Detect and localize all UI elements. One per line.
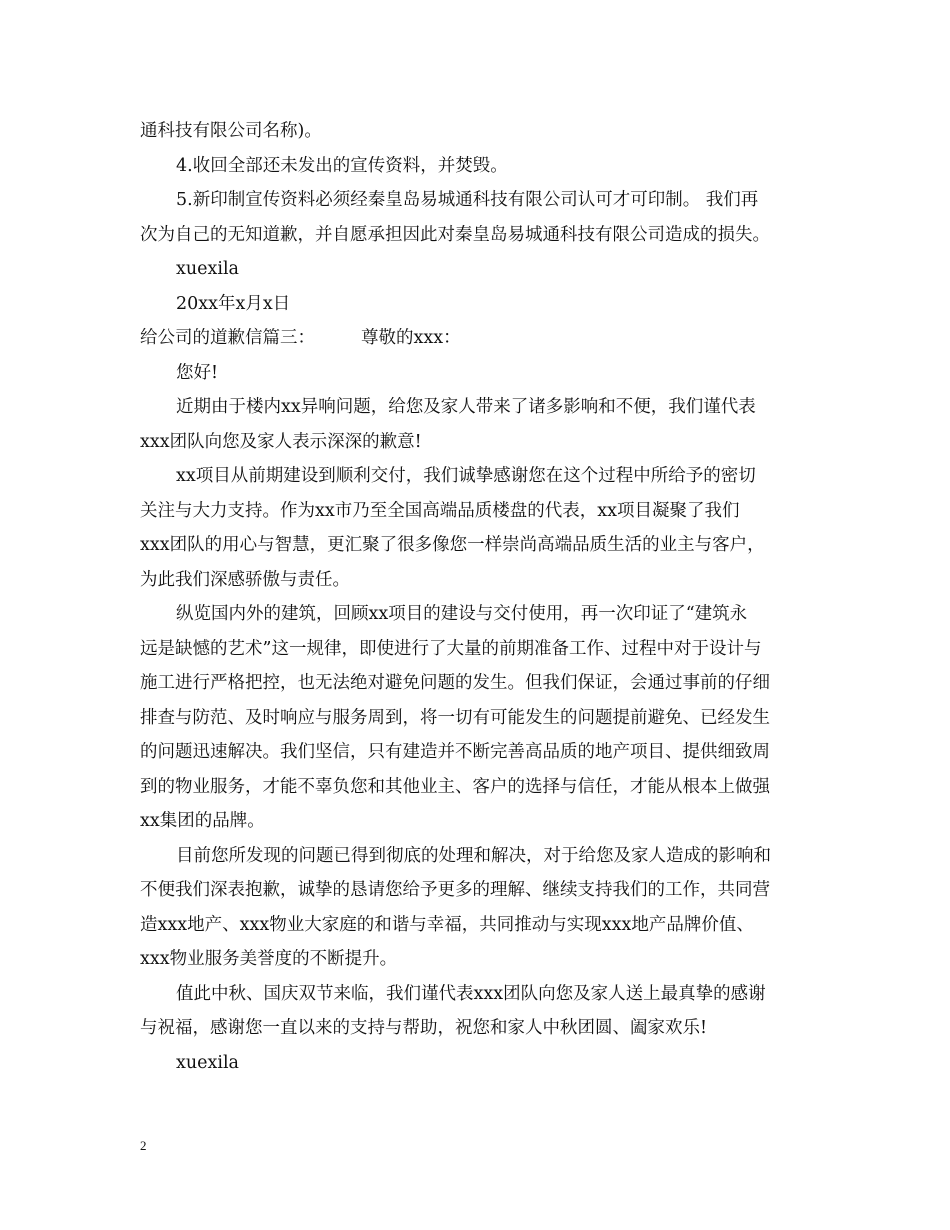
text-line-content: 20xx年x月x日 bbox=[176, 293, 291, 314]
text-line bbox=[140, 114, 820, 149]
text-line-content: xx集团的品牌。 bbox=[140, 811, 265, 831]
text-line bbox=[140, 287, 820, 322]
text-line bbox=[140, 390, 820, 425]
text-line-content: 施工进行严格把控，也无法绝对避免问题的发生。但我们保证，会通过事前的仔细 bbox=[140, 673, 770, 693]
text-line bbox=[140, 218, 820, 253]
text-line-content: xxx团队的用心与智慧，更汇聚了很多像您一样崇尚高端品质生活的业主与客户， bbox=[140, 535, 765, 555]
text-line bbox=[140, 356, 820, 391]
text-line bbox=[140, 977, 820, 1012]
text-line-content: 造xxx地产、xxx物业大家庭的和谐与幸福，共同推动与实现xxx地产品牌价值、 bbox=[140, 914, 754, 935]
text-line-content: 4.收回全部还未发出的宣传资料，并焚毁。 bbox=[176, 155, 508, 176]
text-line-content: 远是缺憾的艺术”这一规律，即使进行了大量的前期准备工作、过程中对于设计与 bbox=[140, 638, 762, 659]
text-line-content: 次为自己的无知道歉，并自愿承担因此对秦皇岛易城通科技有限公司造成的损失。 bbox=[140, 224, 770, 245]
text-line-content: 排查与防范、及时响应与服务周到，将一切有可能发生的问题提前避免、已经发生 bbox=[140, 707, 770, 728]
text-line bbox=[140, 632, 820, 667]
text-line bbox=[140, 597, 820, 632]
text-line bbox=[140, 494, 820, 529]
text-line bbox=[140, 425, 820, 460]
text-line bbox=[140, 908, 820, 943]
document-body bbox=[140, 114, 820, 1080]
text-line bbox=[140, 839, 820, 874]
text-line bbox=[140, 183, 820, 218]
text-line-content: 与祝福，感谢您一直以来的支持与帮助，祝您和家人中秋团圆、阖家欢乐! bbox=[140, 1018, 708, 1038]
text-line bbox=[140, 149, 820, 184]
text-line-content: xuexila bbox=[176, 1052, 239, 1073]
text-line-content: 通科技有限公司名称)。 bbox=[140, 121, 322, 141]
text-line bbox=[140, 1011, 820, 1046]
text-line bbox=[140, 1046, 820, 1081]
text-line bbox=[140, 321, 820, 356]
text-line-content: xuexila bbox=[176, 259, 239, 279]
text-line-content: xx项目从前期建设到顺利交付，我们诚挚感谢您在这个过程中所给予的密切 bbox=[176, 466, 756, 486]
text-line bbox=[140, 252, 820, 287]
text-line-content: 关注与大力支持。作为xx市乃至全国高端品质楼盘的代表，xx项目凝聚了我们 bbox=[140, 500, 740, 521]
text-line bbox=[140, 666, 820, 701]
text-line-content: xxx团队向您及家人表示深深的歉意! bbox=[140, 431, 422, 452]
text-line-content: 纵览国内外的建筑，回顾xx项目的建设与交付使用，再一次印证了“建筑永 bbox=[176, 604, 748, 624]
text-line bbox=[140, 770, 820, 805]
text-line bbox=[140, 873, 820, 908]
text-line bbox=[140, 942, 820, 977]
text-line-content: xxx物业服务美誉度的不断提升。 bbox=[140, 949, 398, 969]
text-line bbox=[140, 563, 820, 598]
text-line bbox=[140, 459, 820, 494]
text-line bbox=[140, 735, 820, 770]
text-line-content: 值此中秋、国庆双节来临，我们谨代表xxx团队向您及家人送上最真挚的感谢 bbox=[176, 983, 766, 1004]
text-line-content: 5.新印制宣传资料必须经秦皇岛易城通科技有限公司认可才可印制。 我们再 bbox=[176, 190, 759, 210]
text-line-content: 的问题迅速解决。我们坚信，只有建造并不断完善高品质的地产项目、提供细致周 bbox=[140, 742, 770, 762]
text-line-content: 近期由于楼内xx异响问题，给您及家人带来了诸多影响和不便，我们谨代表 bbox=[176, 397, 756, 417]
text-line bbox=[140, 804, 820, 839]
text-line-content: 您好! bbox=[176, 362, 219, 383]
text-line bbox=[140, 528, 820, 563]
text-line-content: 为此我们深感骄傲与责任。 bbox=[140, 569, 350, 590]
page-number: 2 bbox=[140, 1138, 147, 1153]
text-line-content: 目前您所发现的问题已得到彻底的处理和解决，对于给您及家人造成的影响和 bbox=[176, 845, 771, 866]
text-line-content: 不便我们深表抱歉，诚挚的恳请您给予更多的理解、继续支持我们的工作，共同营 bbox=[140, 880, 770, 900]
salutation: 尊敬的xxx： bbox=[361, 328, 461, 348]
text-line bbox=[140, 701, 820, 736]
text-line-content: 到的物业服务，才能不辜负您和其他业主、客户的选择与信任，才能从根本上做强 bbox=[140, 776, 770, 797]
text-line-content: 给公司的道歉信篇三： bbox=[140, 328, 315, 348]
